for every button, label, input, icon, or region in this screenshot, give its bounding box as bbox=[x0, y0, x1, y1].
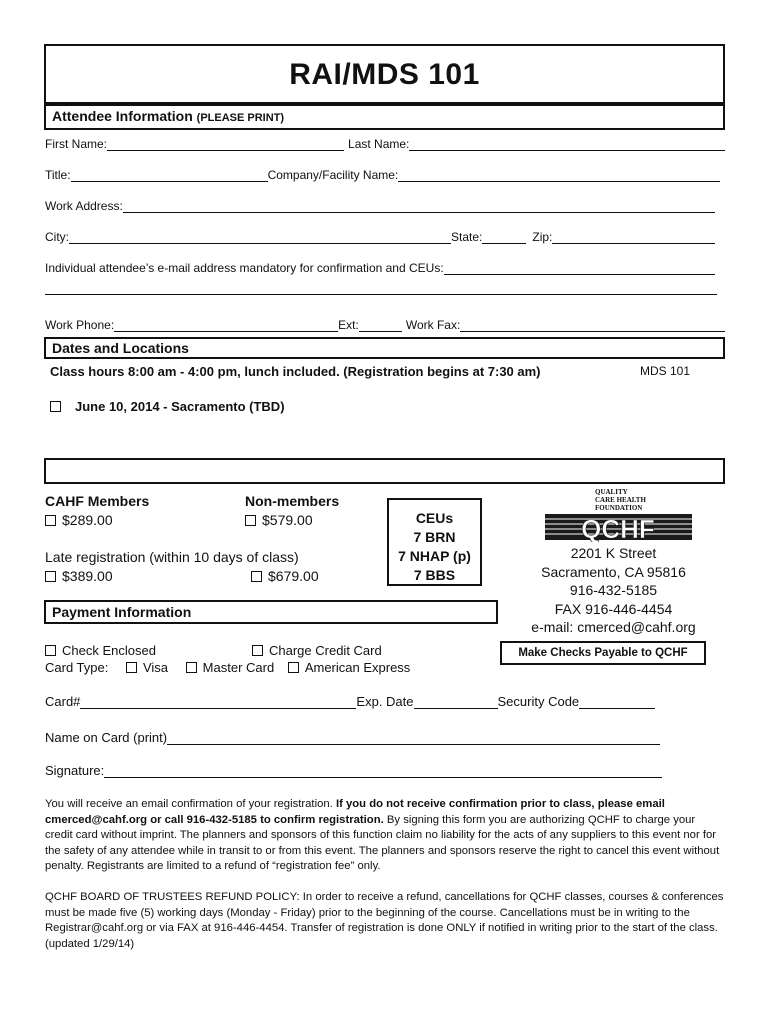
payable-label: Make Checks Payable to QCHF bbox=[518, 647, 688, 659]
security-code-field[interactable] bbox=[579, 696, 655, 709]
late-member-option[interactable] bbox=[45, 568, 113, 584]
work-phone-label: Work Phone: bbox=[45, 318, 115, 332]
ceus-title: CEUs bbox=[415, 510, 454, 526]
logo-mark: QCHF bbox=[581, 514, 655, 542]
payment-section-label: Payment Information bbox=[52, 604, 192, 620]
ceus-box bbox=[387, 498, 482, 586]
late-member-checkbox[interactable] bbox=[45, 571, 56, 582]
work-fax-field[interactable] bbox=[460, 319, 725, 332]
members-price-checkbox[interactable] bbox=[45, 515, 56, 526]
last-name-field[interactable] bbox=[409, 138, 725, 151]
members-price-option[interactable] bbox=[45, 512, 113, 528]
confirmation-notice bbox=[45, 797, 725, 875]
exp-date-field[interactable] bbox=[414, 696, 498, 709]
members-price: $289.00 bbox=[62, 512, 113, 528]
session-label: June 10, 2014 - Sacramento (TBD) bbox=[75, 399, 285, 414]
dates-section-header bbox=[44, 337, 725, 359]
session-option[interactable] bbox=[50, 399, 285, 414]
company-label: Company/Facility Name: bbox=[267, 168, 399, 182]
contact-block bbox=[500, 544, 727, 637]
refund-policy: QCHF BOARD OF TRUSTEES REFUND POLICY: In order to receive a refund, cancellations for QCHF classes, courses & conferences must be made five (5) working days (Monday - Friday) prior to the beginning of the course. Cancellations must be in writing to the Registrar@cahf.org or via FAX at 916-446-4454. Transfer of registration is done ONLY if notified in writing prior to the start of the class. (updated 1/29/14) bbox=[45, 891, 724, 950]
email-label: Individual attendee’s e-mail address mandatory for confirmation and CEUs: bbox=[45, 261, 444, 275]
session-checkbox[interactable] bbox=[50, 401, 61, 412]
card-type-row bbox=[45, 660, 410, 675]
check-enclosed-label: Check Enclosed bbox=[62, 643, 156, 658]
title-row bbox=[45, 168, 720, 182]
city-label: City: bbox=[45, 230, 69, 244]
state-label: State: bbox=[451, 230, 483, 244]
title-box bbox=[44, 44, 725, 104]
notice-part-2: If you do not receive confirmation prior to class, please email cmerced@cahf.org or call 916-432-5185 to confirm registration. bbox=[45, 798, 665, 826]
first-name-label: First Name: bbox=[45, 137, 108, 151]
exp-date-label: Exp. Date bbox=[356, 694, 414, 709]
late-nonmember-option[interactable] bbox=[251, 568, 319, 584]
contact-street: 2201 K Street bbox=[570, 545, 657, 561]
late-registration-label: Late registration (within 10 days of class) bbox=[45, 549, 299, 565]
attendee-section-header bbox=[44, 104, 725, 130]
notice-part-1: You will receive an email confirmation of your registration. bbox=[45, 798, 336, 810]
name-on-card-label: Name on Card (print) bbox=[45, 730, 168, 745]
card-type-label: Card Type: bbox=[45, 660, 109, 675]
state-field[interactable] bbox=[482, 231, 526, 244]
name-row bbox=[45, 137, 725, 151]
form-title: RAI/MDS 101 bbox=[289, 58, 480, 91]
title-label: Title: bbox=[45, 168, 71, 182]
contact-email: e-mail: cmerced@cahf.org bbox=[531, 619, 696, 635]
members-label: CAHF Members bbox=[45, 493, 150, 509]
work-address-field[interactable] bbox=[123, 200, 715, 213]
mastercard-checkbox[interactable] bbox=[186, 662, 197, 673]
name-on-card-field[interactable] bbox=[167, 732, 660, 745]
dates-section-label: Dates and Locations bbox=[52, 340, 189, 356]
card-number-label: Card# bbox=[45, 694, 81, 709]
amex-checkbox[interactable] bbox=[288, 662, 299, 673]
empty-section-bar bbox=[44, 458, 725, 484]
ceus-line-2: 7 NHAP (p) bbox=[398, 548, 471, 564]
card-number-field[interactable] bbox=[80, 696, 356, 709]
amex-option[interactable] bbox=[288, 660, 410, 675]
city-field[interactable] bbox=[69, 231, 451, 244]
address-row bbox=[45, 199, 715, 213]
card-number-row bbox=[45, 694, 655, 709]
check-enclosed-checkbox[interactable] bbox=[45, 645, 56, 656]
qchf-logo bbox=[545, 488, 692, 542]
security-code-label: Security Code bbox=[497, 694, 580, 709]
signature-row bbox=[45, 763, 662, 778]
title-field[interactable] bbox=[71, 169, 268, 182]
late-member-price: $389.00 bbox=[62, 568, 113, 584]
attendee-section-label: Attendee Information bbox=[52, 108, 193, 124]
logo-text-1: QUALITY bbox=[595, 488, 628, 496]
ceus-line-1: 7 BRN bbox=[413, 529, 456, 545]
charge-card-option[interactable] bbox=[252, 643, 382, 658]
work-phone-field[interactable] bbox=[114, 319, 338, 332]
course-code: MDS 101 bbox=[640, 364, 691, 378]
zip-field[interactable] bbox=[552, 231, 715, 244]
work-address-label: Work Address: bbox=[45, 199, 123, 213]
check-enclosed-option[interactable] bbox=[45, 643, 156, 658]
late-nonmember-checkbox[interactable] bbox=[251, 571, 262, 582]
logo-text-3: FOUNDATION bbox=[595, 504, 643, 512]
payable-box bbox=[500, 641, 706, 665]
email-row bbox=[45, 261, 715, 275]
nonmembers-price-option[interactable] bbox=[245, 512, 313, 528]
visa-option[interactable] bbox=[126, 660, 168, 675]
attendee-section-hint: (PLEASE PRINT) bbox=[196, 112, 285, 124]
ext-field[interactable] bbox=[359, 319, 402, 332]
mastercard-label: Master Card bbox=[202, 660, 275, 675]
city-row bbox=[45, 230, 715, 244]
qchf-logo-graphic bbox=[545, 488, 692, 542]
late-nonmember-price: $679.00 bbox=[268, 568, 319, 584]
amex-label: American Express bbox=[304, 660, 411, 675]
email-extra-line[interactable] bbox=[45, 294, 717, 295]
charge-card-label: Charge Credit Card bbox=[269, 643, 382, 658]
contact-phone: 916-432-5185 bbox=[569, 582, 658, 598]
company-field[interactable] bbox=[398, 169, 720, 182]
email-field[interactable] bbox=[444, 262, 715, 275]
first-name-field[interactable] bbox=[107, 138, 344, 151]
charge-card-checkbox[interactable] bbox=[252, 645, 263, 656]
payment-section-header bbox=[44, 600, 498, 624]
last-name-label: Last Name: bbox=[348, 137, 410, 151]
zip-label: Zip: bbox=[532, 230, 553, 244]
notice-part-3: By signing this form you are authorizing QCHF to charge your credit card without imprint. The planners and sponsors of this function claim no liability for the acts of any suppliers to this event nor for the safety of any attendee while in transit to or from this event. The planners and sponsors reserve the right to cancel this event without penalty. Registrants are limited to a refund of “registration fee” only. bbox=[45, 813, 720, 872]
logo-text-2: CARE HEALTH bbox=[595, 496, 646, 504]
contact-fax: FAX 916-446-4454 bbox=[554, 600, 673, 617]
ceus-line-3: 7 BBS bbox=[413, 567, 456, 583]
phone-row bbox=[45, 318, 725, 332]
name-on-card-row bbox=[45, 730, 660, 745]
nonmembers-price: $579.00 bbox=[262, 512, 313, 528]
nonmembers-label: Non-members bbox=[245, 493, 340, 509]
signature-field[interactable] bbox=[104, 765, 662, 778]
ext-label: Ext: bbox=[338, 318, 359, 332]
visa-label: Visa bbox=[142, 660, 169, 675]
mastercard-option[interactable] bbox=[186, 660, 275, 675]
contact-city: Sacramento, CA 95816 bbox=[541, 563, 686, 580]
signature-label: Signature: bbox=[45, 763, 105, 778]
class-hours: Class hours 8:00 am - 4:00 pm, lunch included. (Registration begins at 7:30 am) bbox=[50, 364, 541, 379]
nonmembers-price-checkbox[interactable] bbox=[245, 515, 256, 526]
work-fax-label: Work Fax: bbox=[405, 318, 461, 332]
visa-checkbox[interactable] bbox=[126, 662, 137, 673]
